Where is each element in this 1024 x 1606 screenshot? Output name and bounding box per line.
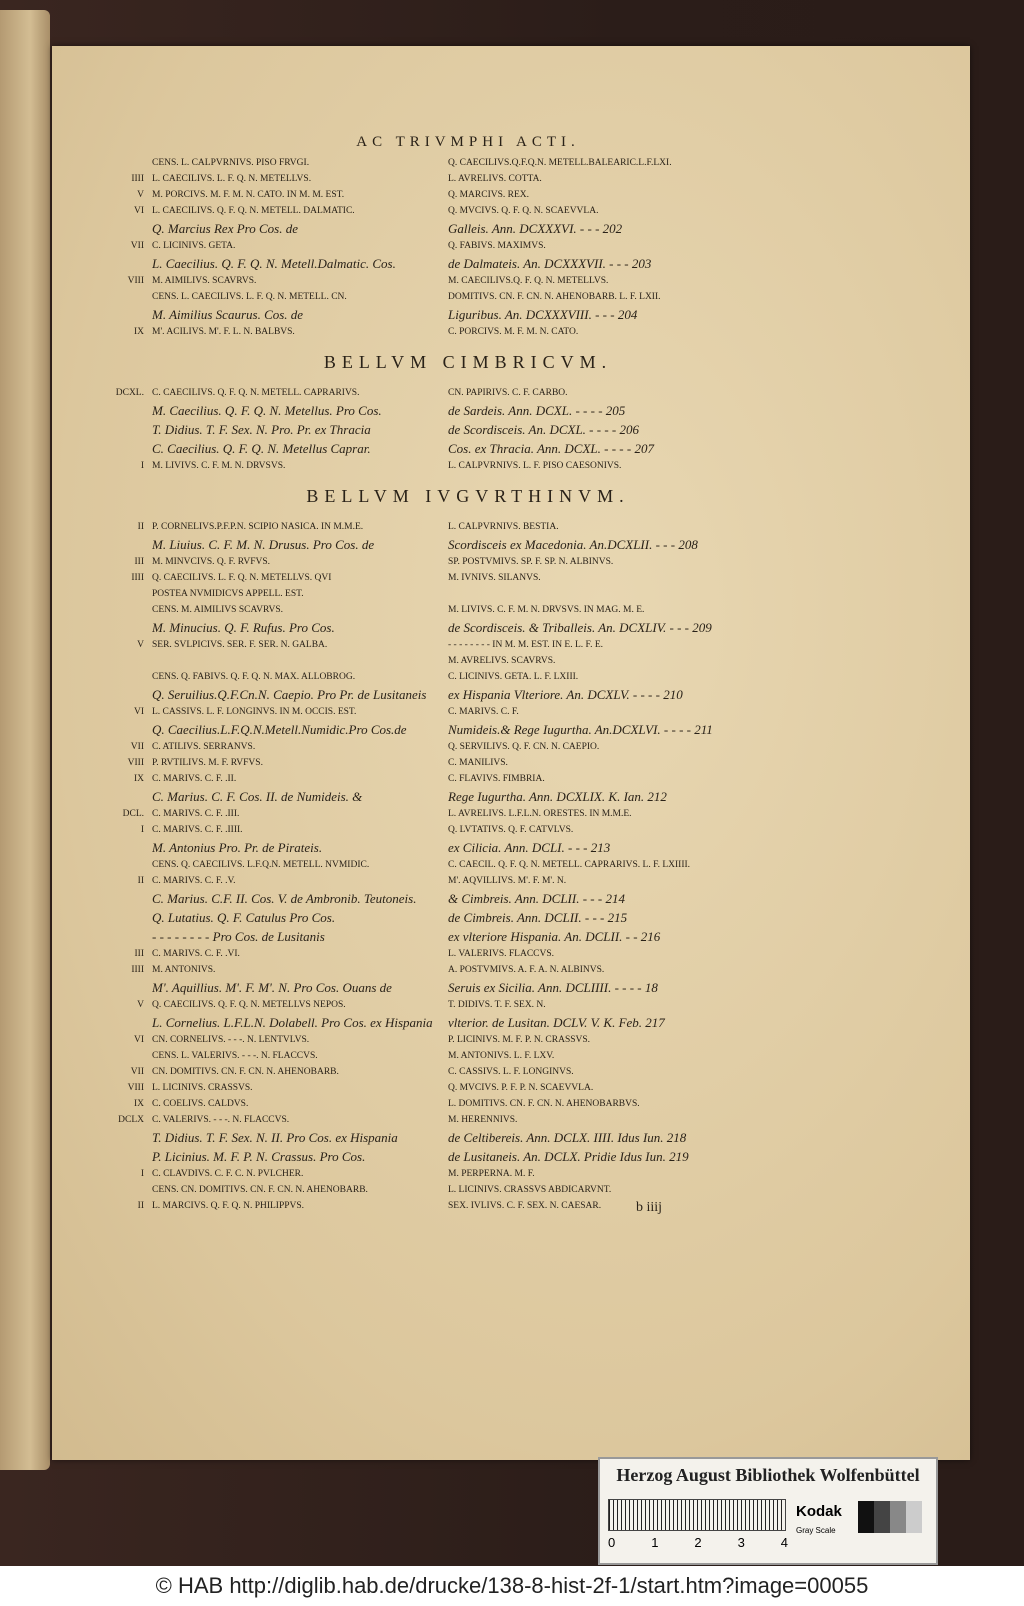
right-entry: de Scordisceis. An. DCXL. - - - - 206	[448, 422, 640, 437]
year-numeral: V	[137, 1000, 144, 1010]
left-entry: - - - - - - - - Pro Cos. de Lusitanis	[152, 929, 325, 944]
year-numeral: IIII	[131, 965, 144, 975]
right-entry: M. IVNIVS. SILANVS.	[448, 573, 541, 583]
year-numeral	[108, 289, 152, 305]
year-numeral: IIII	[131, 174, 144, 184]
right-entry: Q. LVTATIVS. Q. F. CATVLVS.	[448, 825, 574, 835]
right-entry: CN. PAPIRIVS. C. F. CARBO.	[448, 388, 568, 398]
year-numeral: DCLX	[118, 1115, 144, 1125]
year-numeral: VII	[130, 1067, 144, 1077]
left-entry: C. MARIVS. C. F. .VI.	[152, 949, 240, 959]
right-entry: M. LIVIVS. C. F. M. N. DRVSVS. IN MAG. M. E.	[448, 605, 645, 615]
year-numeral	[108, 1128, 152, 1147]
left-entry: C. CAECILIVS. Q. F. Q. N. METELL. CAPRARIVS.	[152, 388, 360, 398]
year-numeral: III	[134, 557, 144, 567]
left-entry: P. Licinius. M. F. P. N. Crassus. Pro Cos.	[152, 1149, 366, 1164]
year-numeral: V	[137, 190, 144, 200]
fasti-row	[108, 171, 828, 187]
left-entry: C. Marius. C. F. Cos. II. de Numideis. &	[152, 789, 363, 804]
fasti-row	[108, 1128, 828, 1147]
fasti-row	[108, 1064, 828, 1080]
gray-patch	[890, 1501, 906, 1533]
left-entry: CENS. CN. DOMITIVS. CN. F. CN. N. AHENOBARB.	[152, 1185, 368, 1195]
year-numeral: VII	[130, 742, 144, 752]
fasti-row	[108, 1096, 828, 1112]
fasti-row	[108, 1112, 828, 1128]
year-numeral	[108, 720, 152, 739]
gray-patch	[906, 1501, 922, 1533]
year-numeral	[108, 618, 152, 637]
year-numeral: IX	[133, 327, 144, 337]
right-entry	[448, 586, 828, 602]
year-numeral	[108, 254, 152, 273]
left-entry: M. ANTONIVS.	[152, 965, 216, 975]
left-entry: CENS. Q. CAECILIVS. L.F.Q.N. METELL. NVMIDIC.	[152, 860, 370, 870]
year-numeral: VI	[133, 707, 144, 717]
fasti-row	[108, 1166, 828, 1182]
year-numeral	[108, 1013, 152, 1032]
left-entry: M. Caecilius. Q. F. Q. N. Metellus. Pro Cos.	[152, 403, 382, 418]
year-numeral: II	[137, 876, 144, 886]
right-entry: L. CALPVRNIVS. L. F. PISO CAESONIVS.	[448, 461, 622, 471]
left-entry: M. AIMILIVS. SCAVRVS.	[152, 276, 257, 286]
fasti-row	[108, 219, 828, 238]
right-entry: T. DIDIVS. T. F. SEX. N.	[448, 1000, 546, 1010]
scale-number: 2	[694, 1535, 702, 1550]
year-numeral	[108, 669, 152, 685]
right-entry: de Celtibereis. Ann. DCLX. IIII. Idus Iun. 218	[448, 1130, 687, 1145]
fasti-row	[108, 1198, 828, 1214]
fasti-row	[108, 554, 828, 570]
year-numeral: VI	[133, 206, 144, 216]
left-entry: CENS. M. AIMILIVS SCAVRVS.	[152, 605, 284, 615]
scale-number: 0	[608, 1535, 616, 1550]
fasti-row	[108, 1032, 828, 1048]
fasti-row	[108, 822, 828, 838]
left-entry: L. MARCIVS. Q. F. Q. N. PHILIPPVS.	[152, 1201, 305, 1211]
left-entry: M. LIVIVS. C. F. M. N. DRVSVS.	[152, 461, 286, 471]
right-entry: Q. MVCIVS. P. F. P. N. SCAEVVLA.	[448, 1083, 594, 1093]
section-heading-cimbric: BELLVM CIMBRICVM.	[323, 352, 613, 372]
year-numeral	[108, 857, 152, 873]
left-entry: C. VALERIVS. - - -. N. FLACCVS.	[152, 1115, 290, 1125]
fasti-row	[108, 385, 828, 401]
year-numeral: IX	[133, 1099, 144, 1109]
left-entry: L. LICINIVS. CRASSVS.	[152, 1083, 253, 1093]
gray-patch	[858, 1501, 874, 1533]
right-entry: C. LICINIVS. GETA. L. F. LXIII.	[448, 672, 579, 682]
scale-number: 4	[780, 1535, 788, 1550]
page-text	[108, 130, 828, 1214]
right-entry: L. LICINIVS. CRASSVS ABDICARVNT.	[448, 1185, 612, 1195]
scale-number: 3	[737, 1535, 745, 1550]
right-entry: de Lusitaneis. An. DCLX. Pridie Idus Iun. 219	[448, 1149, 689, 1164]
left-entry: P. CORNELIVS.P.F.P.N. SCIPIO NASICA. IN M.M.E.	[152, 522, 364, 532]
right-entry: M. ANTONIVS. L. F. LXV.	[448, 1051, 555, 1061]
right-entry: A. POSTVMIVS. A. F. A. N. ALBINVS.	[448, 965, 605, 975]
fasti-row	[108, 203, 828, 219]
year-numeral: DCL.	[122, 809, 144, 819]
left-entry: C. COELIVS. CALDVS.	[152, 1099, 249, 1109]
left-entry: CENS. L. VALERIVS. - - -. N. FLACCVS.	[152, 1051, 318, 1061]
right-entry: L. AVRELIVS. COTTA.	[448, 174, 542, 184]
fasti-block-top	[108, 155, 828, 340]
fasti-row	[108, 806, 828, 822]
fasti-row	[108, 254, 828, 273]
year-numeral	[108, 401, 152, 420]
left-entry: L. CAECILIVS. Q. F. Q. N. METELL. DALMATIC.	[152, 206, 355, 216]
year-numeral: I	[140, 825, 144, 835]
fasti-row	[108, 685, 828, 704]
right-entry: M. AVRELIVS. SCAVRVS.	[448, 656, 556, 666]
scale-numbers	[608, 1535, 788, 1550]
right-entry: M. HERENNIVS.	[448, 1115, 518, 1125]
year-numeral: VIII	[127, 1083, 144, 1093]
left-entry: Q. CAECILIVS. L. F. Q. N. METELLVS. QVI	[152, 573, 332, 583]
fasti-row	[108, 401, 828, 420]
right-entry: L. AVRELIVS. L.F.L.N. ORESTES. IN M.M.E.	[448, 809, 632, 819]
left-entry: L. Caecilius. Q. F. Q. N. Metell.Dalmatic. Cos.	[152, 256, 396, 271]
left-entry: M. MINVCIVS. Q. F. RVFVS.	[152, 557, 271, 567]
right-entry: SP. POSTVMIVS. SP. F. SP. N. ALBINVS.	[448, 557, 614, 567]
year-numeral	[108, 787, 152, 806]
left-entry: C. MARIVS. C. F. .II.	[152, 774, 237, 784]
fasti-block-jugurthine	[108, 519, 828, 1214]
fasti-row	[108, 1048, 828, 1064]
fasti-row	[108, 289, 828, 305]
fasti-row	[108, 439, 828, 458]
left-entry: M. PORCIVS. M. F. M. N. CATO. IN M. M. EST.	[152, 190, 345, 200]
fasti-row	[108, 1013, 828, 1032]
left-entry: L. Cornelius. L.F.L.N. Dolabell. Pro Cos. ex Hispania	[152, 1015, 433, 1030]
fasti-row	[108, 1147, 828, 1166]
fasti-row	[108, 838, 828, 857]
fasti-row	[108, 857, 828, 873]
left-entry: POSTEA NVMIDICVS APPELL. EST.	[152, 589, 304, 599]
year-numeral	[108, 889, 152, 908]
left-entry: L. CASSIVS. L. F. LONGINVS. IN M. OCCIS. EST.	[152, 707, 357, 717]
fasti-row	[108, 155, 828, 171]
year-numeral: VIII	[127, 276, 144, 286]
fasti-row	[108, 755, 828, 771]
year-numeral: VII	[130, 241, 144, 251]
year-numeral	[108, 535, 152, 554]
year-numeral: VIII	[127, 758, 144, 768]
fasti-row	[108, 787, 828, 806]
left-entry: C. LICINIVS. GETA.	[152, 241, 236, 251]
left-entry	[152, 653, 448, 669]
year-numeral	[108, 838, 152, 857]
section-heading-jugurthine: BELLVM IVGVRTHINVM.	[306, 486, 630, 506]
left-entry: T. Didius. T. F. Sex. N. II. Pro Cos. ex Hispania	[152, 1130, 398, 1145]
year-numeral: IX	[133, 774, 144, 784]
year-numeral	[108, 1048, 152, 1064]
fasti-row	[108, 586, 828, 602]
left-entry: M'. Aquillius. M'. F. M'. N. Pro Cos. Ouans de	[152, 980, 392, 995]
right-entry: de Cimbreis. Ann. DCLII. - - - 215	[448, 910, 628, 925]
fasti-row	[108, 238, 828, 254]
year-numeral	[108, 1182, 152, 1198]
right-entry: L. CALPVRNIVS. BESTIA.	[448, 522, 559, 532]
fasti-row	[108, 927, 828, 946]
right-entry: P. LICINIVS. M. F. P. N. CRASSVS.	[448, 1035, 591, 1045]
fasti-row	[108, 570, 828, 586]
left-entry: C. MARIVS. C. F. .IIII.	[152, 825, 243, 835]
right-entry: C. MANILIVS.	[448, 758, 508, 768]
fasti-row	[108, 771, 828, 787]
gray-scale-patches	[858, 1501, 922, 1533]
fasti-row	[108, 602, 828, 618]
kodak-logo: Kodak Gray Scale	[796, 1503, 842, 1535]
fasti-block-cimbric	[108, 385, 828, 474]
fasti-row	[108, 637, 828, 653]
copyright-footer[interactable]: © HAB http://diglib.hab.de/drucke/138-8-hist-2f-1/start.htm?image=00055	[0, 1566, 1024, 1606]
year-numeral: II	[137, 1201, 144, 1211]
left-entry: M. Aimilius Scaurus. Cos. de	[152, 307, 304, 322]
left-entry: C. ATILIVS. SERRANVS.	[152, 742, 256, 752]
left-entry: M. Minucius. Q. F. Rufus. Pro Cos.	[152, 620, 335, 635]
year-numeral	[108, 927, 152, 946]
right-entry: Scordisceis ex Macedonia. An.DCXLII. - - - 208	[448, 537, 698, 552]
right-entry: Q. SERVILIVS. Q. F. CN. N. CAEPIO.	[448, 742, 600, 752]
fasti-row	[108, 978, 828, 997]
right-entry: Rege Iugurtha. Ann. DCXLIX. K. Ian. 212	[448, 789, 667, 804]
left-entry: CENS. Q. FABIVS. Q. F. Q. N. MAX. ALLOBROG.	[152, 672, 356, 682]
scale-ruler	[608, 1499, 786, 1531]
left-entry: C. CLAVDIVS. C. F. C. N. PVLCHER.	[152, 1169, 304, 1179]
year-numeral: IIII	[131, 573, 144, 583]
year-numeral	[108, 602, 152, 618]
right-entry: & Cimbreis. Ann. DCLII. - - - 214	[448, 891, 625, 906]
previous-page-edge	[0, 10, 50, 1470]
fasti-row	[108, 873, 828, 889]
right-entry: SEX. IVLIVS. C. F. SEX. N. CAESAR.	[448, 1201, 602, 1211]
fasti-row	[108, 458, 828, 474]
year-numeral: V	[137, 640, 144, 650]
right-entry: C. MARIVS. C. F.	[448, 707, 519, 717]
left-entry: C. MARIVS. C. F. .V.	[152, 876, 236, 886]
year-numeral: III	[134, 949, 144, 959]
left-entry: C. Marius. C.F. II. Cos. V. de Ambronib. Teutoneis.	[152, 891, 417, 906]
year-numeral: VI	[133, 1035, 144, 1045]
year-numeral	[108, 439, 152, 458]
year-numeral: I	[140, 461, 144, 471]
fasti-row	[108, 962, 828, 978]
year-numeral	[108, 155, 152, 171]
year-numeral: I	[140, 1169, 144, 1179]
year-numeral: DCXL.	[115, 388, 144, 398]
fasti-row	[108, 669, 828, 685]
fasti-row	[108, 535, 828, 554]
left-entry: L. CAECILIVS. L. F. Q. N. METELLVS.	[152, 174, 312, 184]
year-numeral	[108, 305, 152, 324]
right-entry: - - - - - - - - IN M. M. EST. IN E. L. F. E.	[448, 640, 603, 650]
left-entry: CENS. L. CALPVRNIVS. PISO FRVGI.	[152, 158, 310, 168]
right-entry: de Sardeis. Ann. DCXL. - - - - 205	[448, 403, 626, 418]
right-entry: Cos. ex Thracia. Ann. DCXL. - - - - 207	[448, 441, 654, 456]
fasti-row	[108, 739, 828, 755]
right-entry: ex Cilicia. Ann. DCLI. - - - 213	[448, 840, 611, 855]
scale-number: 1	[651, 1535, 659, 1550]
left-entry: Q. Caecilius.L.F.Q.N.Metell.Numidic.Pro Cos.de	[152, 722, 407, 737]
fasti-row	[108, 187, 828, 203]
library-name: Herzog August Bibliothek Wolfenbüttel	[616, 1465, 920, 1485]
fasti-row	[108, 908, 828, 927]
left-entry: T. Didius. T. F. Sex. N. Pro. Pr. ex Thracia	[152, 422, 371, 437]
gray-patch	[874, 1501, 890, 1533]
right-entry: Q. CAECILIVS.Q.F.Q.N. METELL.BALEARIC.L.F.LXI.	[448, 158, 672, 168]
left-entry: C. Caecilius. Q. F. Q. N. Metellus Caprar.	[152, 441, 371, 456]
left-entry: Q. CAECILIVS. Q. F. Q. N. METELLVS NEPOS.	[152, 1000, 346, 1010]
fasti-row	[108, 653, 828, 669]
right-entry: Q. FABIVS. MAXIMVS.	[448, 241, 546, 251]
right-entry: C. CAECIL. Q. F. Q. N. METELL. CAPRARIVS. L. F. LXIIII.	[448, 860, 691, 870]
fasti-row	[108, 324, 828, 340]
year-numeral	[108, 586, 152, 602]
left-entry: M'. ACILIVS. M'. F. L. N. BALBVS.	[152, 327, 295, 337]
fasti-row	[108, 273, 828, 289]
year-numeral	[108, 219, 152, 238]
fasti-row	[108, 946, 828, 962]
year-numeral	[108, 420, 152, 439]
left-entry: CN. DOMITIVS. CN. F. CN. N. AHENOBARB.	[152, 1067, 339, 1077]
left-entry: CN. CORNELIVS. - - -. N. LENTVLVS.	[152, 1035, 310, 1045]
right-entry: M. PERPERNA. M. F.	[448, 1169, 535, 1179]
right-entry: ex vlteriore Hispania. An. DCLII. - - 216	[448, 929, 661, 944]
left-entry: SER. SVLPICIVS. SER. F. SER. N. GALBA.	[152, 640, 328, 650]
right-entry: Seruis ex Sicilia. Ann. DCLIIII. - - - - 18	[448, 980, 658, 995]
left-entry: Q. Marcius Rex Pro Cos. de	[152, 221, 298, 236]
right-entry: Numideis.& Rege Iugurtha. An.DCXLVI. - - - - 211	[448, 722, 713, 737]
right-entry: M. CAECILIVS.Q. F. Q. N. METELLVS.	[448, 276, 609, 286]
library-label-card	[598, 1457, 938, 1565]
year-numeral: II	[137, 522, 144, 532]
fasti-row	[108, 1080, 828, 1096]
year-numeral	[108, 1147, 152, 1166]
right-entry: L. DOMITIVS. CN. F. CN. N. AHENOBARBVS.	[448, 1099, 640, 1109]
fasti-row	[108, 704, 828, 720]
fasti-row	[108, 720, 828, 739]
fasti-row	[108, 618, 828, 637]
fasti-row	[108, 997, 828, 1013]
right-entry: M'. AQVILLIVS. M'. F. M'. N.	[448, 876, 567, 886]
running-head: AC TRIVMPHI ACTI.	[356, 134, 580, 150]
right-entry: C. CASSIVS. L. F. LONGINVS.	[448, 1067, 574, 1077]
fasti-row	[108, 420, 828, 439]
right-entry: Q. MVCIVS. Q. F. Q. N. SCAEVVLA.	[448, 206, 599, 216]
year-numeral	[108, 978, 152, 997]
fasti-row	[108, 889, 828, 908]
right-entry: Galleis. Ann. DCXXXVI. - - - 202	[448, 221, 623, 236]
right-entry: de Dalmateis. An. DCXXXVII. - - - 203	[448, 256, 652, 271]
left-entry: M. Antonius Pro. Pr. de Pirateis.	[152, 840, 323, 855]
left-entry: M. Liuius. C. F. M. N. Drusus. Pro Cos. de	[152, 537, 375, 552]
left-entry: Q. Lutatius. Q. F. Catulus Pro Cos.	[152, 910, 336, 925]
right-entry: L. VALERIVS. FLACCVS.	[448, 949, 555, 959]
left-entry: CENS. L. CAECILIVS. L. F. Q. N. METELL. CN.	[152, 292, 347, 302]
year-numeral	[108, 685, 152, 704]
left-entry: Q. Seruilius.Q.F.Cn.N. Caepio. Pro Pr. de Lusitaneis	[152, 687, 427, 702]
year-numeral	[108, 908, 152, 927]
right-entry: ex Hispania Vlteriore. An. DCXLV. - - - - 210	[448, 687, 683, 702]
fasti-row	[108, 1182, 828, 1198]
left-entry: P. RVTILIVS. M. F. RVFVS.	[152, 758, 263, 768]
fasti-row	[108, 305, 828, 324]
year-numeral	[108, 653, 152, 669]
right-entry: C. FLAVIVS. FIMBRIA.	[448, 774, 545, 784]
right-entry: Q. MARCIVS. REX.	[448, 190, 530, 200]
right-entry: C. PORCIVS. M. F. M. N. CATO.	[448, 327, 579, 337]
left-entry: C. MARIVS. C. F. .III.	[152, 809, 240, 819]
right-entry: vlterior. de Lusitan. DCLV. V. K. Feb. 217	[448, 1015, 665, 1030]
right-entry: de Scordisceis. & Triballeis. An. DCXLIV. - - - 209	[448, 620, 712, 635]
right-entry: Liguribus. An. DCXXXVIII. - - - 204	[448, 307, 638, 322]
right-entry: DOMITIVS. CN. F. CN. N. AHENOBARB. L. F. LXII.	[448, 292, 661, 302]
fasti-row	[108, 519, 828, 535]
signature-mark: b iiij	[636, 1200, 663, 1215]
